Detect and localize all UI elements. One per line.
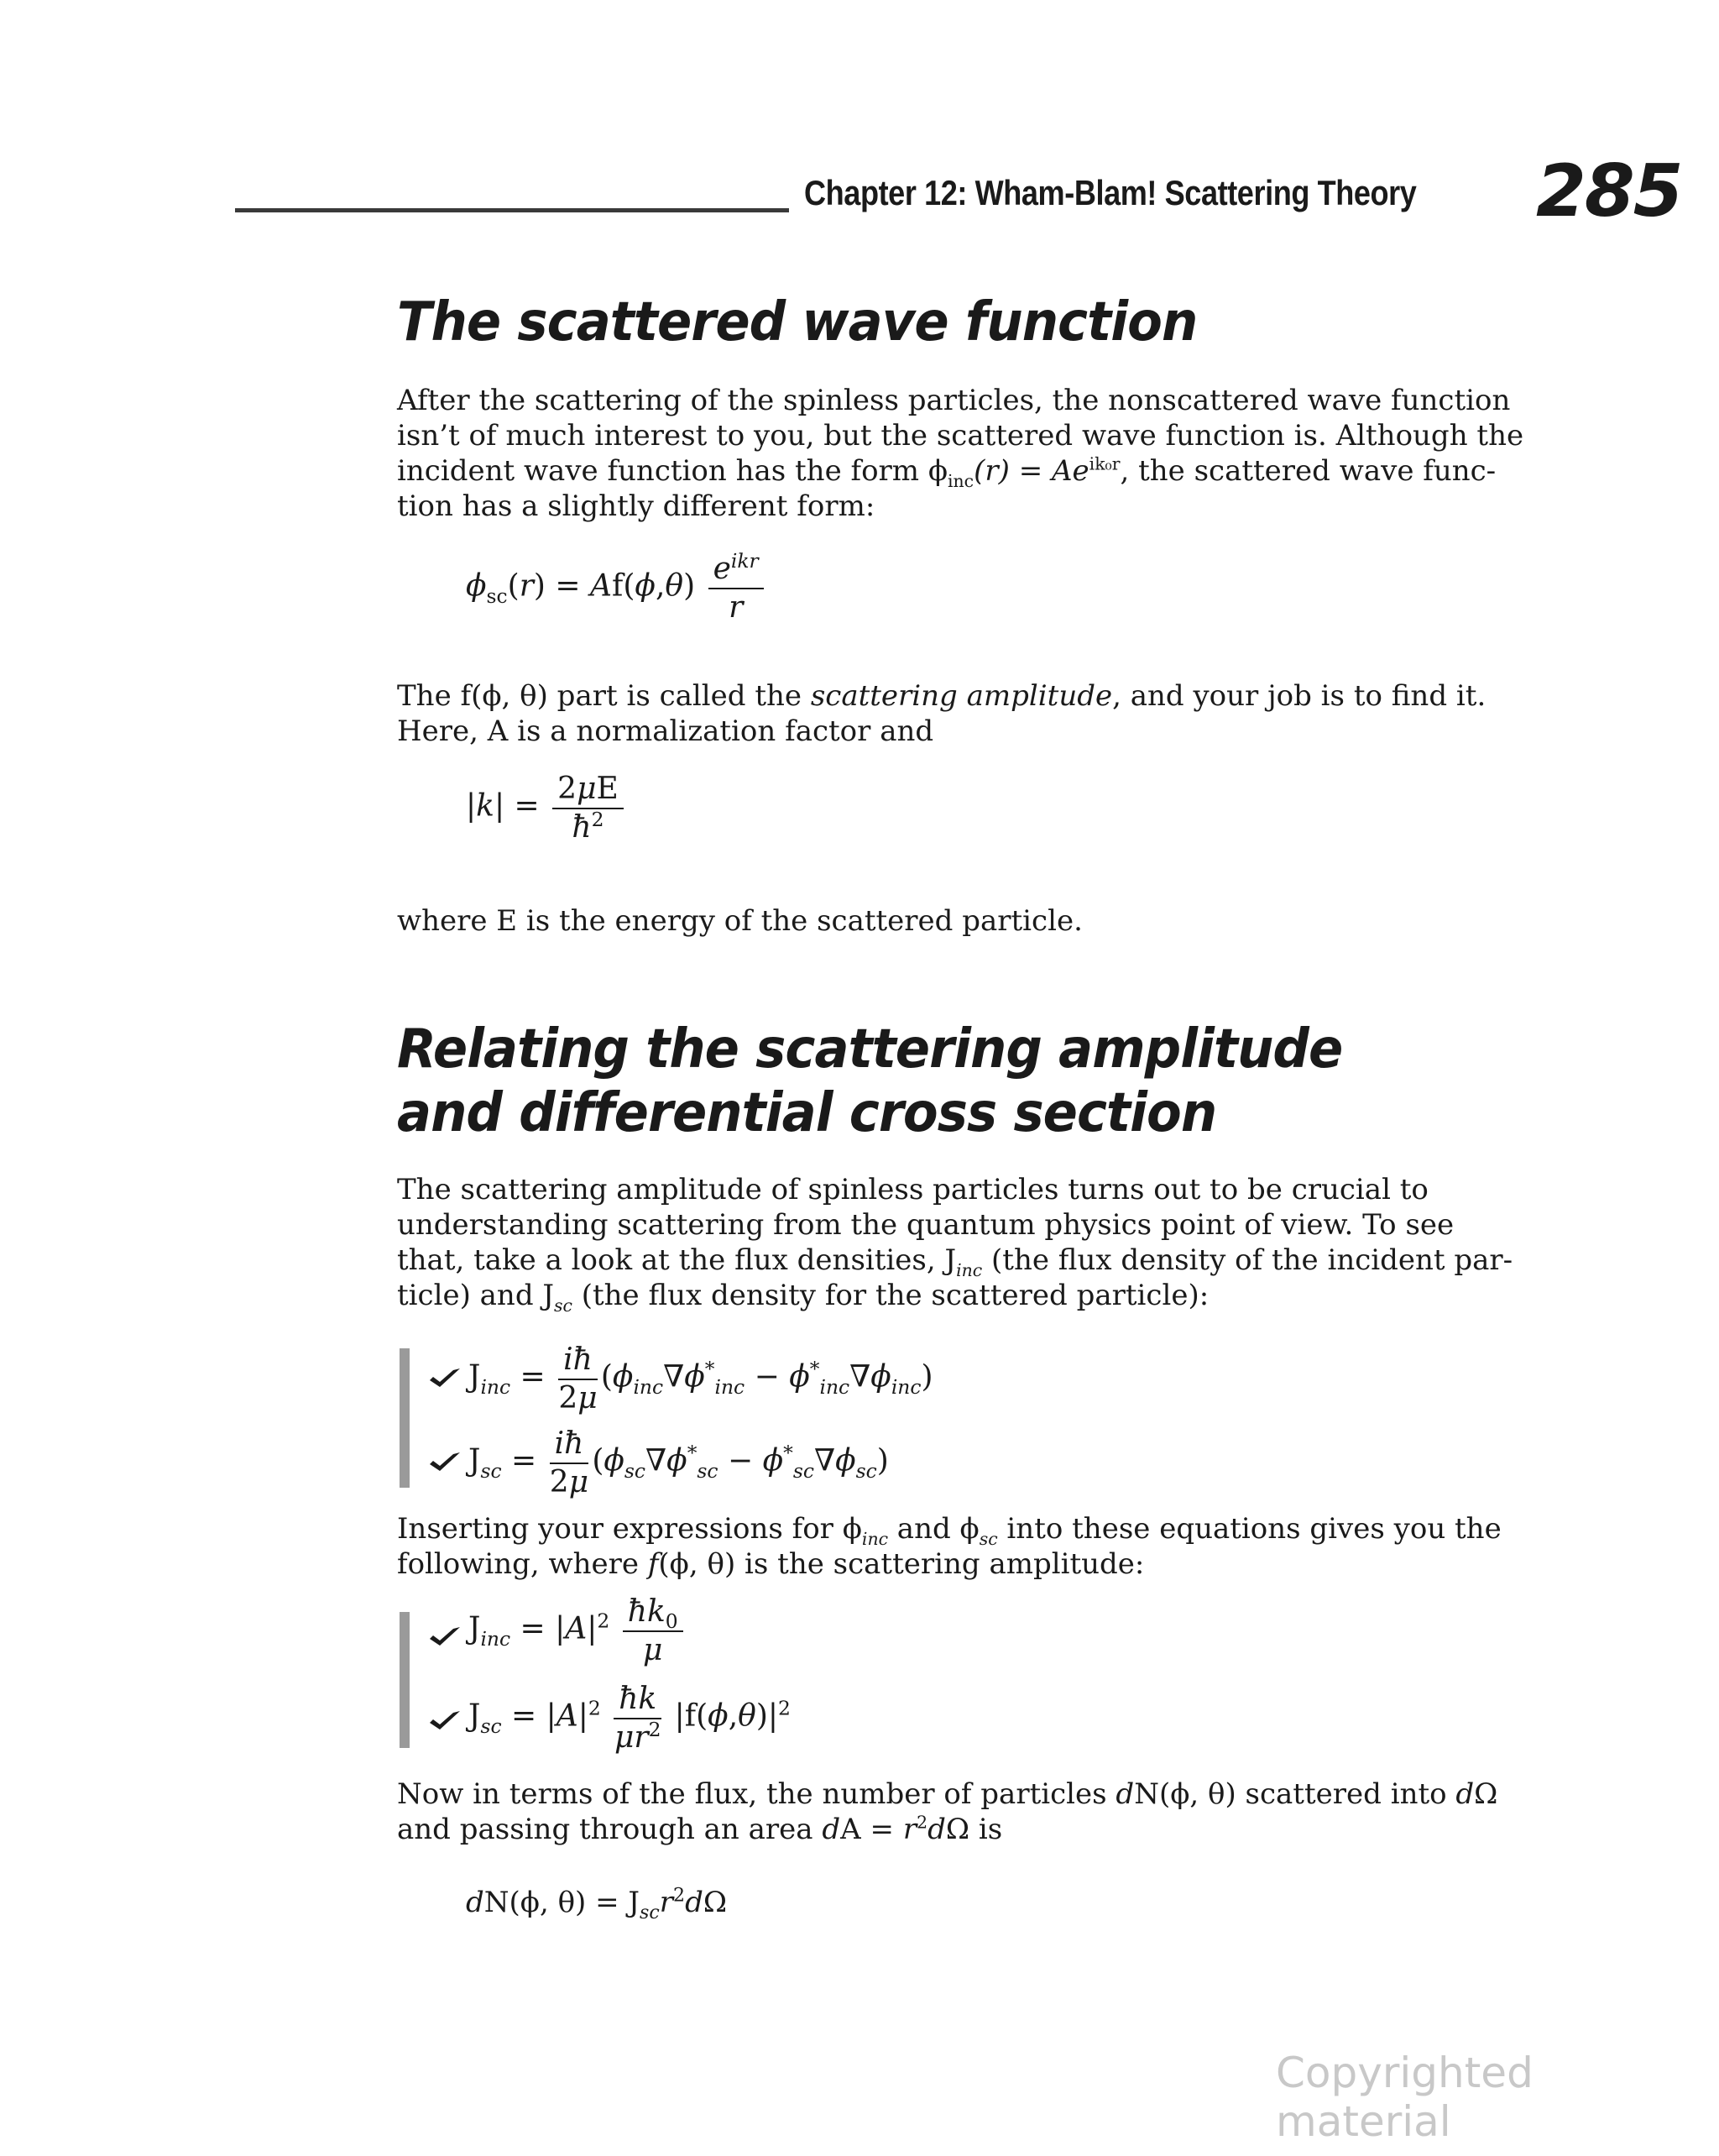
paragraph-scattering-amplitude: [397, 678, 1505, 749]
checkmark-icon: [428, 1624, 462, 1649]
text-line: that, take a look at the flux densities, $J_{inc}$ (the flux density of the incident par-: [397, 1243, 1513, 1280]
checkmark-icon: [428, 1708, 462, 1733]
text-line: and passing through an area dA = $r^2d\Omega$ is: [397, 1812, 1003, 1846]
paragraph-energy: [397, 903, 1505, 939]
checkmark-icon: [428, 1449, 462, 1474]
copyright-watermark: Copyrighted material: [1276, 2049, 1534, 2146]
equation-dN: dN(ϕ, $\theta) = J_{sc}r^2d\Omega$: [466, 1884, 728, 1923]
equation-flux-scattered-result: $J_{sc} = |A|^2$ $\frac{ħk}{\mu r^2}$ $|f(\phi,\theta)|^2$: [468, 1682, 791, 1755]
text-line: incident wave function has the form $\phi_{inc}(r) = Ae^{ik_0r}$, the scattered wave func-: [397, 453, 1497, 491]
text-line: isn’t of much interest to you, but the scattered wave function is. Although the: [397, 419, 1524, 453]
page-number: 285: [1536, 149, 1682, 233]
equation-flux-scattered: $J_{sc}$ = $\frac{iħ}{2\mu}$ $(\phi_{sc}\nabla\phi^*_{sc} - \phi^*_{sc}\nabla\phi_{sc})$: [468, 1426, 889, 1499]
section-heading-relating: [397, 1018, 1342, 1145]
text-line: understanding scattering from the quantum physics point of view. To see: [397, 1208, 1455, 1242]
heading-line: and differential cross section: [397, 1082, 1217, 1144]
chapter-title: Chapter 12: Wham-Blam! Scattering Theory: [804, 173, 1417, 212]
checkmark-icon: [428, 1365, 462, 1390]
bullet-block-bar: [400, 1348, 410, 1488]
equation-flux-incident: $J_{inc}$ = $\frac{iħ}{2\mu}$ $(\phi_{inc}\nabla\phi^*_{inc} - \phi^*_{inc}\nabla\phi_{inc})$: [468, 1342, 933, 1416]
text-line: ticle) and $J_{sc}$ (the flux density for the scattered particle):: [397, 1279, 1210, 1316]
text-line: The f(ϕ, θ) part is called the scattering amplitude, and your job is to find it.: [397, 679, 1486, 713]
text-line: After the scattering of the spinless particles, the nonscattered wave function: [397, 384, 1511, 417]
heading-line: Relating the scattering amplitude: [397, 1018, 1343, 1081]
equation-flux-incident-result: $J_{inc} = |A|^2$ $\frac{ħk_0}{\mu}$: [468, 1595, 687, 1667]
paragraph-inserting: [397, 1511, 1505, 1582]
text-line: Here, A is a normalization factor and: [397, 714, 934, 748]
equation-wave-number: |k| = $\frac{2\mu E}{ħ^2}$: [466, 772, 627, 844]
text-line: following, where f(ϕ, θ) is the scattering amplitude:: [397, 1547, 1145, 1581]
paragraph-number-of-particles: [397, 1777, 1505, 1847]
equation-scattered-wave: $\phi_{sc}(r) = Af(\phi,\theta)$ $\frac{e^{ikr}}{r}$: [466, 552, 767, 624]
text-line: where E is the energy of the scattered particle.: [397, 904, 1083, 938]
header-rule: [235, 208, 789, 212]
text-line: Inserting your expressions for $\phi_{inc}$ and $\phi_{sc}$ into these equations gives you the: [397, 1512, 1502, 1549]
bullet-block-bar: [400, 1612, 410, 1748]
section-heading-scattered-wave: The scattered wave function: [397, 291, 1198, 353]
text-line: The scattering amplitude of spinless particles turns out to be crucial to: [397, 1173, 1429, 1206]
paragraph-intro: [397, 383, 1524, 524]
paragraph-flux-intro: [397, 1172, 1513, 1316]
text-line: tion has a slightly different form:: [397, 489, 875, 523]
text-line: Now in terms of the flux, the number of particles dN(ϕ, θ) scattered into dΩ: [397, 1777, 1498, 1811]
